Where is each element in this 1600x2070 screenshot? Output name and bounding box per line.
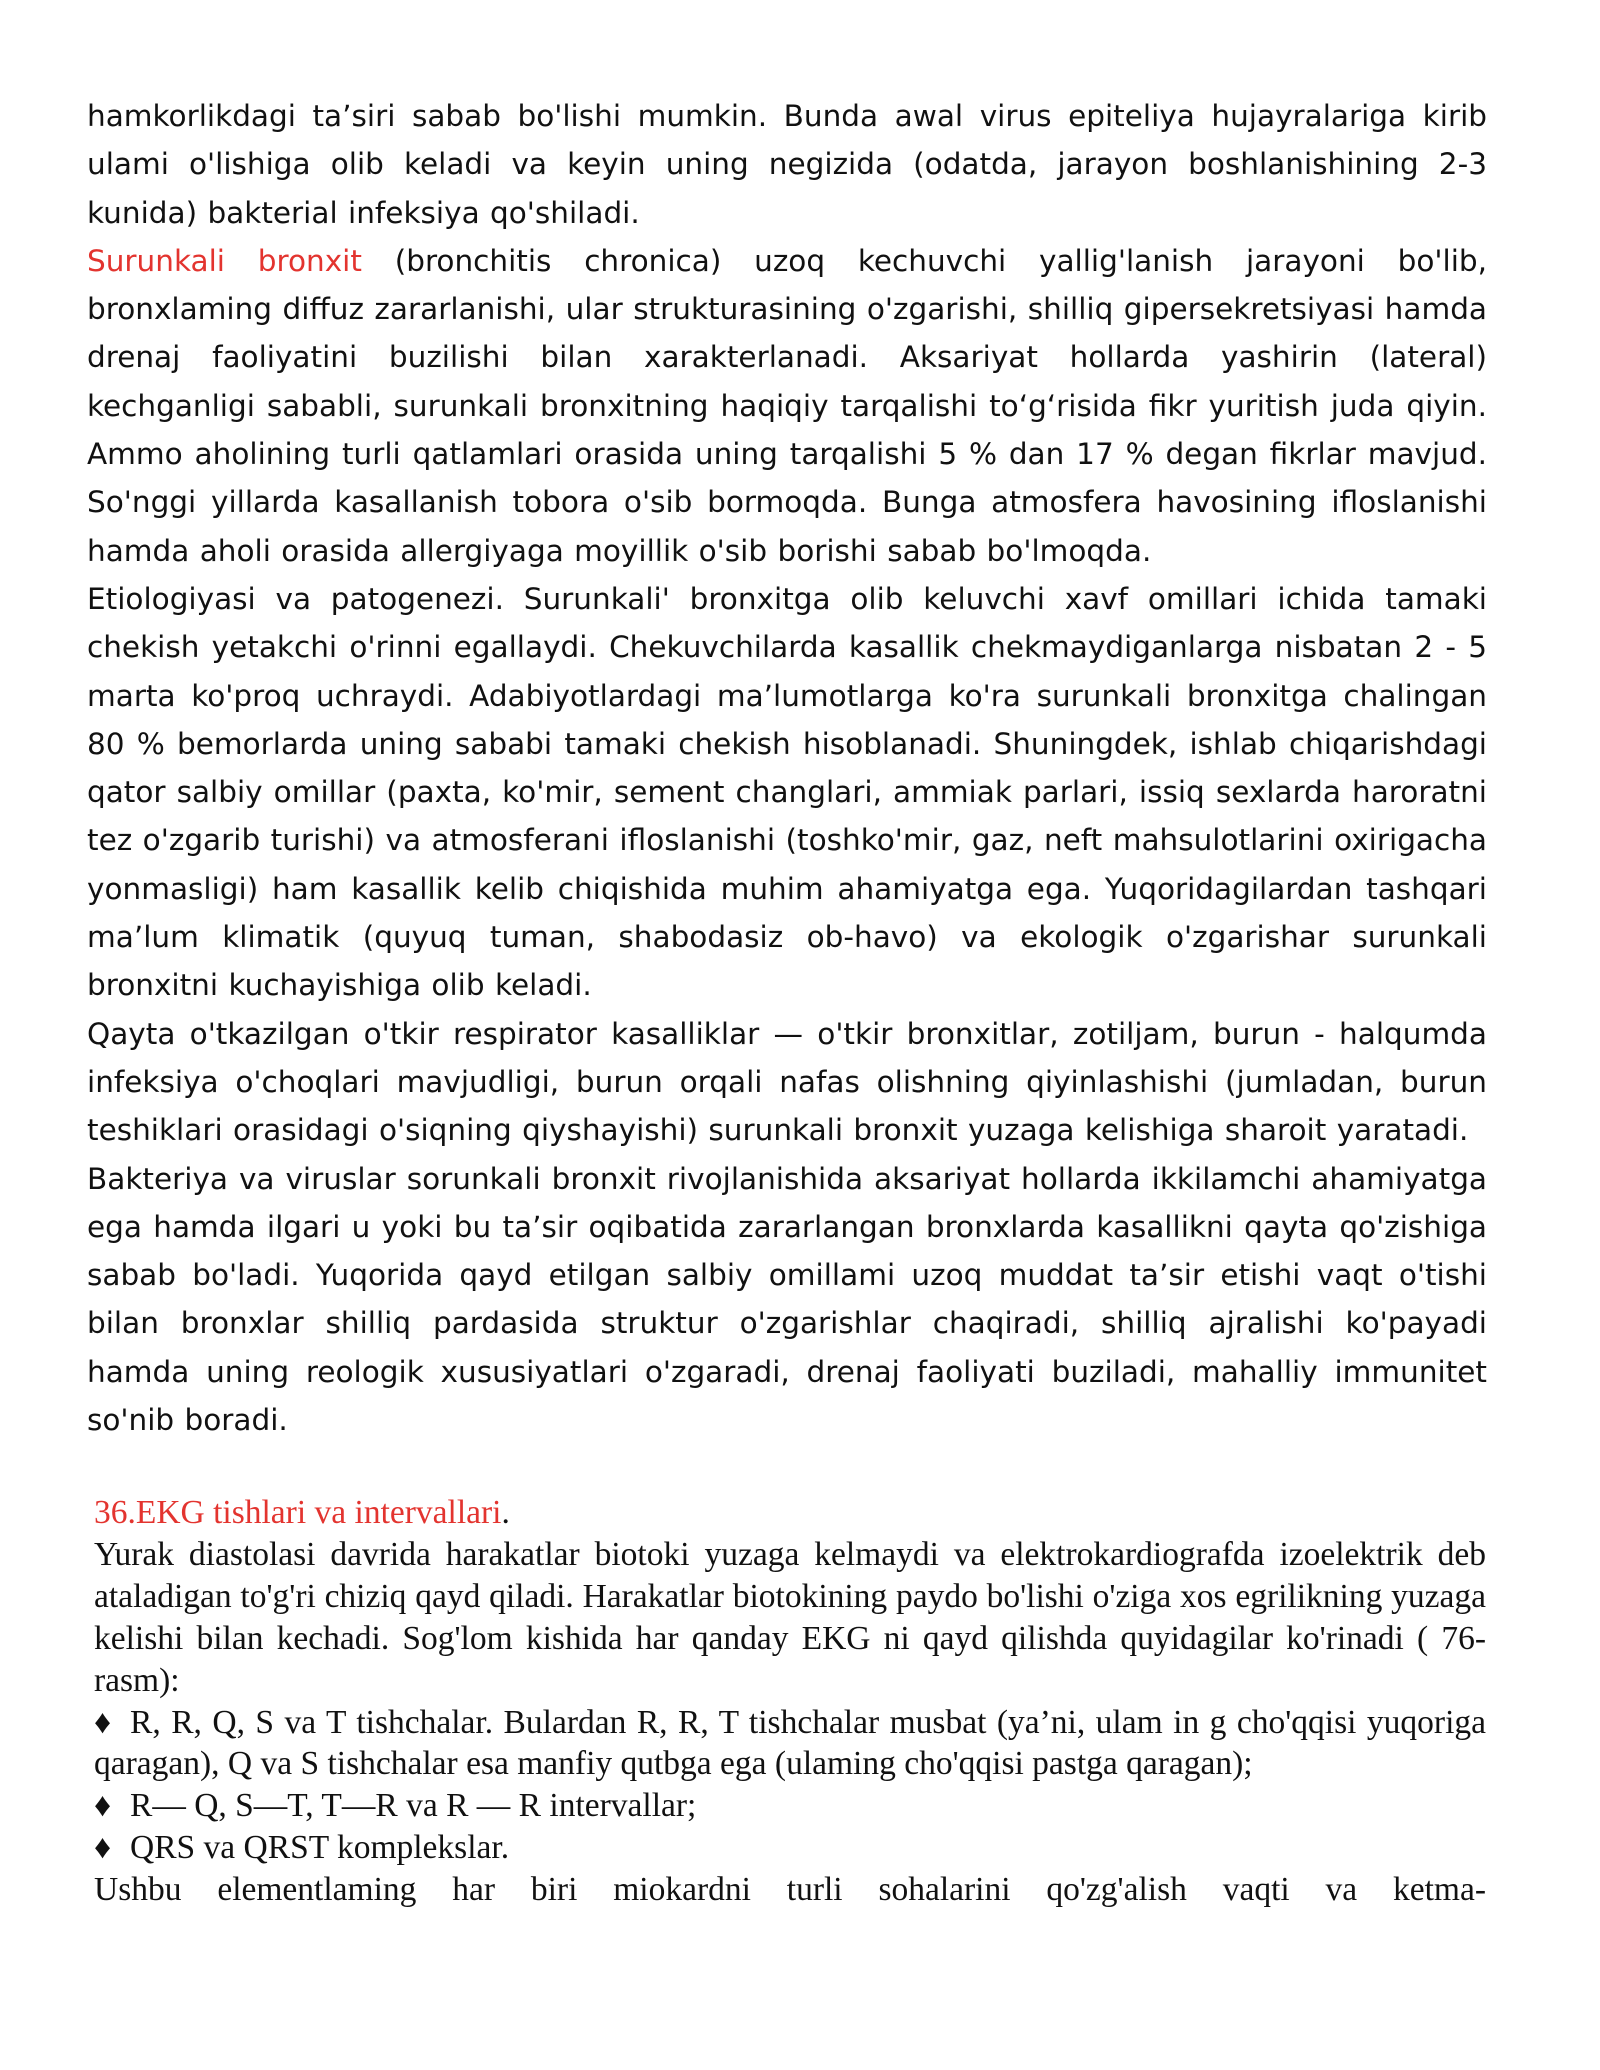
bullet-text: R— Q, S—T, T—R va R — R intervallar; [130, 1787, 697, 1825]
paragraph-viral-bacterial: hamkorlikdagi ta’siri sabab bo'lishi mumkin. Bunda awal virus epiteliya hujayralariga kirib ulami o'lishiga olib keladi va keyin uning negizida (odatda, jarayon boshlanishining 2-3 kunida) bakterial infeksiya qo'shiladi. [87, 99, 1487, 230]
bullet-text: R, R, Q, S va T tishchalar. Bulardan R, R, T tishchalar musbat (ya’ni, ulam in g cho'qqisi yuqoriga qaragan), Q va S tishchalar esa manfiy qutbga ega (ulaming cho'qqisi pastga qaragan); [94, 1703, 1486, 1783]
bullet-item [94, 1785, 1486, 1827]
bullet-item [94, 1702, 1486, 1786]
bullet-text: QRS va QRST komplekslar. [130, 1829, 510, 1867]
diamond-bullet-icon: ♦ [94, 1787, 112, 1825]
ekg-section [94, 1492, 1486, 1911]
bullet-item [94, 1827, 1486, 1869]
paragraph-bacteria-viruses: Bakteriya va viruslar sorunkali bronxit rivojlanishida aksariyat hollarda ikkilamchi ahamiyatga ega hamda ilgari u yoki bu ta’sir oqibatida zararlangan bronxlarda kasallikni qayta qo'zishiga sabab bo'ladi. Yuqorida qayd etilgan salbiy omillami uzoq muddat ta’sir etishi vaqt o'tishi bilan bronxlar shilliq pardasida struktur o'zgarishlar chaqiradi, shilliq ajralishi ko'payadi hamda uning reologik xususiyatlari o'zgaradi, drenaj faoliyati buziladi, mahalliy immunitet so'nib boradi. [87, 1161, 1487, 1438]
paragraph-respiratory-diseases: Qayta o'tkazilgan o'tkir respirator kasalliklar — o'tkir bronxitlar, zotiljam, burun - halqumda infeksiya o'choqlari mavjudligi, burun orqali nafas olishning qiyinlashishi (jumladan, burun teshiklari orasidagi o'siqning qiyshayishi) surunkali bronxit yuzaga kelishiga sharoit yaratadi. [87, 1016, 1487, 1148]
diamond-bullet-icon: ♦ [94, 1703, 112, 1741]
section-heading-text: 36.EKG tishlari va intervallari [94, 1494, 502, 1531]
paragraph-chronic-bronchitis-text: (bronchitis chronica) uzoq kechuvchi yallig'lanish jarayoni bo'lib, bronxlaming diffuz zararlanishi, ular strukturasining o'zgarishi, shilliq gipersekretsiyasi hamda drenaj faoliyatini buzilishi bilan xarakterlanadi. Aksariyat hollarda yashirin (lateral) kechganligi sababli, surunkali bronxitning haqiqiy tarqalishi to‘g‘risida fikr yuritish juda qiyin. Ammo aholining turli qatlamlari orasida uning tarqalishi 5 % dan 17 % degan fikrlar mavjud. So'nggi yillarda kasallanish tobora o'sib bormoqda. Bunga atmosfera havosining ifloslanishi hamda aholi orasida allergiyaga moyillik o'sib borishi sabab bo'lmoqda. [87, 243, 1487, 568]
diamond-bullet-icon: ♦ [94, 1829, 112, 1867]
paragraph-ekg-intro: Yurak diastolasi davrida harakatlar biotoki yuzaga kelmaydi va elektrokardiografda izoelektrik deb ataladigan to'g'ri chiziq qayd qiladi. Harakatlar biotokining paydo bo'lishi o'ziga xos egrilikning yuzaga kelishi bilan kechadi. Sog'lom kishida har qanday EKG ni qayd qilishda quyidagilar ko'rinadi ( 76-rasm): [94, 1535, 1486, 1699]
term-surunkali-bronxit: Surunkali bronxit [87, 243, 362, 278]
paragraph-elements: Ushbu elementlaming har biri miokardni turli sohalarini qo'zg'alish vaqti va ketma- [94, 1871, 1486, 1909]
section-heading [94, 1492, 1486, 1534]
paragraph-etiology: Etiologiyasi va patogenezi. Surunkali' bronxitga olib keluvchi xavf omillari ichida tamaki chekish yetakchi o'rinni egallaydi. Chekuvchilarda kasallik chekmaydiganlarga nisbatan 2 - 5 marta ko'proq uchraydi. Adabiyotlardagi ma’lumotlarga ko'ra surunkali bronxitga chalingan 80 % bemorlarda uning sababi tamaki chekish hisoblanadi. Shuningdek, ishlab chiqarishdagi qator salbiy omillar (paxta, ko'mir, sement changlari, ammiak parlari, issiq sexlarda haroratni tez o'zgarib turishi) va atmosferani ifloslanishi (toshko'mir, gaz, neft mahsulotlarini oxirigacha yonmasligi) ham kasallik kelib chiqishida muhim ahamiyatga ega. Yuqoridagilardan tashqari ma’lum klimatik (quyuq tuman, shabodasiz ob-havo) va ekologik o'zgarishar surunkali bronxitni kuchayishiga olib keladi. [87, 581, 1487, 1003]
section-heading-dot: . [501, 1494, 510, 1531]
paragraph-chronic-bronchitis [87, 237, 1487, 575]
bronchitis-section [87, 92, 1487, 1444]
